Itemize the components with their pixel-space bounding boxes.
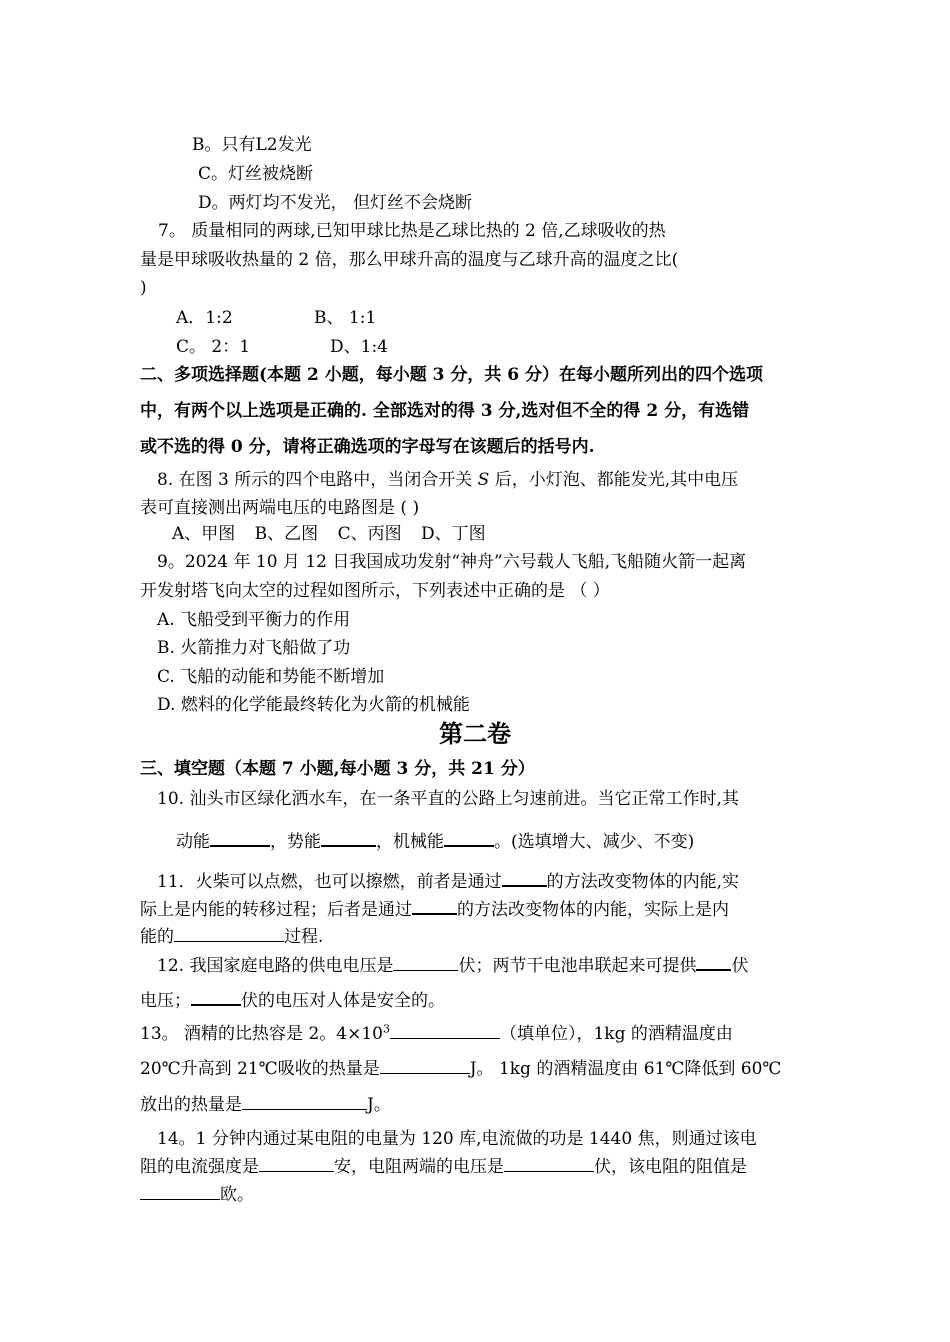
q9-option-d: D. 燃料的化学能最终转化为火箭的机械能 xyxy=(157,695,470,715)
q14-line2: 阻的电流强度是 安，电阻两端的电压是 伏，该电阻的阻值是 xyxy=(140,1153,810,1180)
q7-line3: ) xyxy=(140,278,147,298)
q13-heat-released-blank[interactable] xyxy=(242,1091,367,1110)
q10-line2: 动能 ，势能 ，机械能 。(选填增大、减少、不变) xyxy=(176,827,810,855)
q12-blank-3[interactable] xyxy=(191,986,241,1006)
q14-current-blank[interactable] xyxy=(259,1153,334,1172)
q14-line1: 14。1 分钟内通过某电阻的电量为 120 库,电流做的功是 1440 焦，则通过该电 xyxy=(157,1129,757,1149)
q13-line3: 放出的热量是 J。 xyxy=(140,1091,810,1118)
q10-mechanical-blank[interactable] xyxy=(444,827,494,847)
q14-voltage-blank[interactable] xyxy=(504,1153,594,1172)
section3-heading: 三、填空题（本题 7 小题,每小题 3 分，共 21 分） xyxy=(140,759,535,779)
q8-options: A、甲图 B、乙图 C、丙图 D、丁图 xyxy=(172,524,486,544)
section2-heading-line3: 或不选的得 0 分，请将正确选项的字母写在该题后的括号内. xyxy=(140,437,595,457)
q7-option-b: B、 1:1 xyxy=(314,308,377,328)
section2-heading-line2: 中，有两个以上选项是正确的. 全部选对的得 3 分,选对但不全的得 2 分，有选错 xyxy=(140,401,750,421)
q10-potential-blank[interactable] xyxy=(321,827,376,847)
q11-line1: 11．火柴可以点燃，也可以擦燃，前者是通过 的方法改变物体的内能,实 xyxy=(157,867,810,895)
q14-line3: 欧。 xyxy=(140,1181,810,1208)
q9-line1: 9。2024 年 10 月 12 日我国成功发射“神舟”六号载人飞船,飞船随火箭一起离 xyxy=(157,552,747,572)
q10-line1: 10. 汕头市区绿化洒水车，在一条平直的公路上匀速前进。当它正常工作时,其 xyxy=(157,789,739,809)
q12-blank-2[interactable] xyxy=(696,951,731,971)
q9-line2: 开发射塔飞向太空的过程如图所示，下列表述中正确的是 （ ） xyxy=(140,581,610,601)
q9-option-b: B. 火箭推力对飞船做了功 xyxy=(157,638,351,658)
q11-blank-1[interactable] xyxy=(502,867,547,887)
q12-blank-1[interactable] xyxy=(393,952,458,971)
q13-line1: 13。 酒精的比热容是 2。$4\times 10^3$ （填单位），1kg 的酒精温度由 xyxy=(140,1020,810,1047)
q12-line1: 12. 我国家庭电路的供电电压是 伏；两节干电池串联起来可提供 伏 xyxy=(157,951,810,979)
q9-option-c: C. 飞船的动能和势能不断增加 xyxy=(157,667,385,687)
q11-line3: 能的 过程. xyxy=(140,923,810,950)
q11-blank-2[interactable] xyxy=(412,895,457,915)
q13-line2: 20℃升高到 21℃吸收的热量是 J。 1kg 的酒精温度由 61℃降低到 60℃ xyxy=(140,1055,810,1082)
q7-option-c: C。 2：1 xyxy=(176,337,251,357)
q7-option-d: D、1:4 xyxy=(330,337,388,357)
q6-option-c: C。灯丝被烧断 xyxy=(198,164,314,184)
q13-heat-absorbed-blank[interactable] xyxy=(380,1055,470,1074)
q14-resistance-blank[interactable] xyxy=(140,1181,220,1200)
q8-line2: 表可直接测出两端电压的电路图是 ( ) xyxy=(140,498,420,518)
q8-line1: 8. 在图 3 所示的四个电路中，当闭合开关 S 后，小灯泡、都能发光,其中电压 xyxy=(157,470,739,490)
section2-heading-line1: 二、多项选择题(本题 2 小题，每小题 3 分，共 6 分）在每小题所列出的四个选项 xyxy=(140,365,764,385)
part2-title: 第二卷 xyxy=(439,720,511,748)
q12-line2: 电压； 伏的电压对人体是安全的。 xyxy=(140,986,810,1014)
q7-line2: 量是甲球吸收热量的 2 倍，那么甲球升高的温度与乙球升高的温度之比( xyxy=(140,250,679,270)
q11-line2: 际上是内能的转移过程；后者是通过 的方法改变物体的内能，实际上是内 xyxy=(140,895,810,923)
q7-line1: 7。 质量相同的两球,已知甲球比热是乙球比热的 2 倍,乙球吸收的热 xyxy=(158,221,666,241)
q10-kinetic-blank[interactable] xyxy=(210,827,270,847)
q6-option-d: D。两灯均不发光， 但灯丝不会烧断 xyxy=(198,193,473,213)
q9-option-a: A. 飞船受到平衡力的作用 xyxy=(157,610,351,630)
q6-option-b: B。只有L2发光 xyxy=(192,135,312,155)
q7-option-a: A．1:2 xyxy=(176,308,233,328)
q13-unit-blank[interactable] xyxy=(390,1020,500,1039)
q11-blank-3[interactable] xyxy=(174,923,284,942)
